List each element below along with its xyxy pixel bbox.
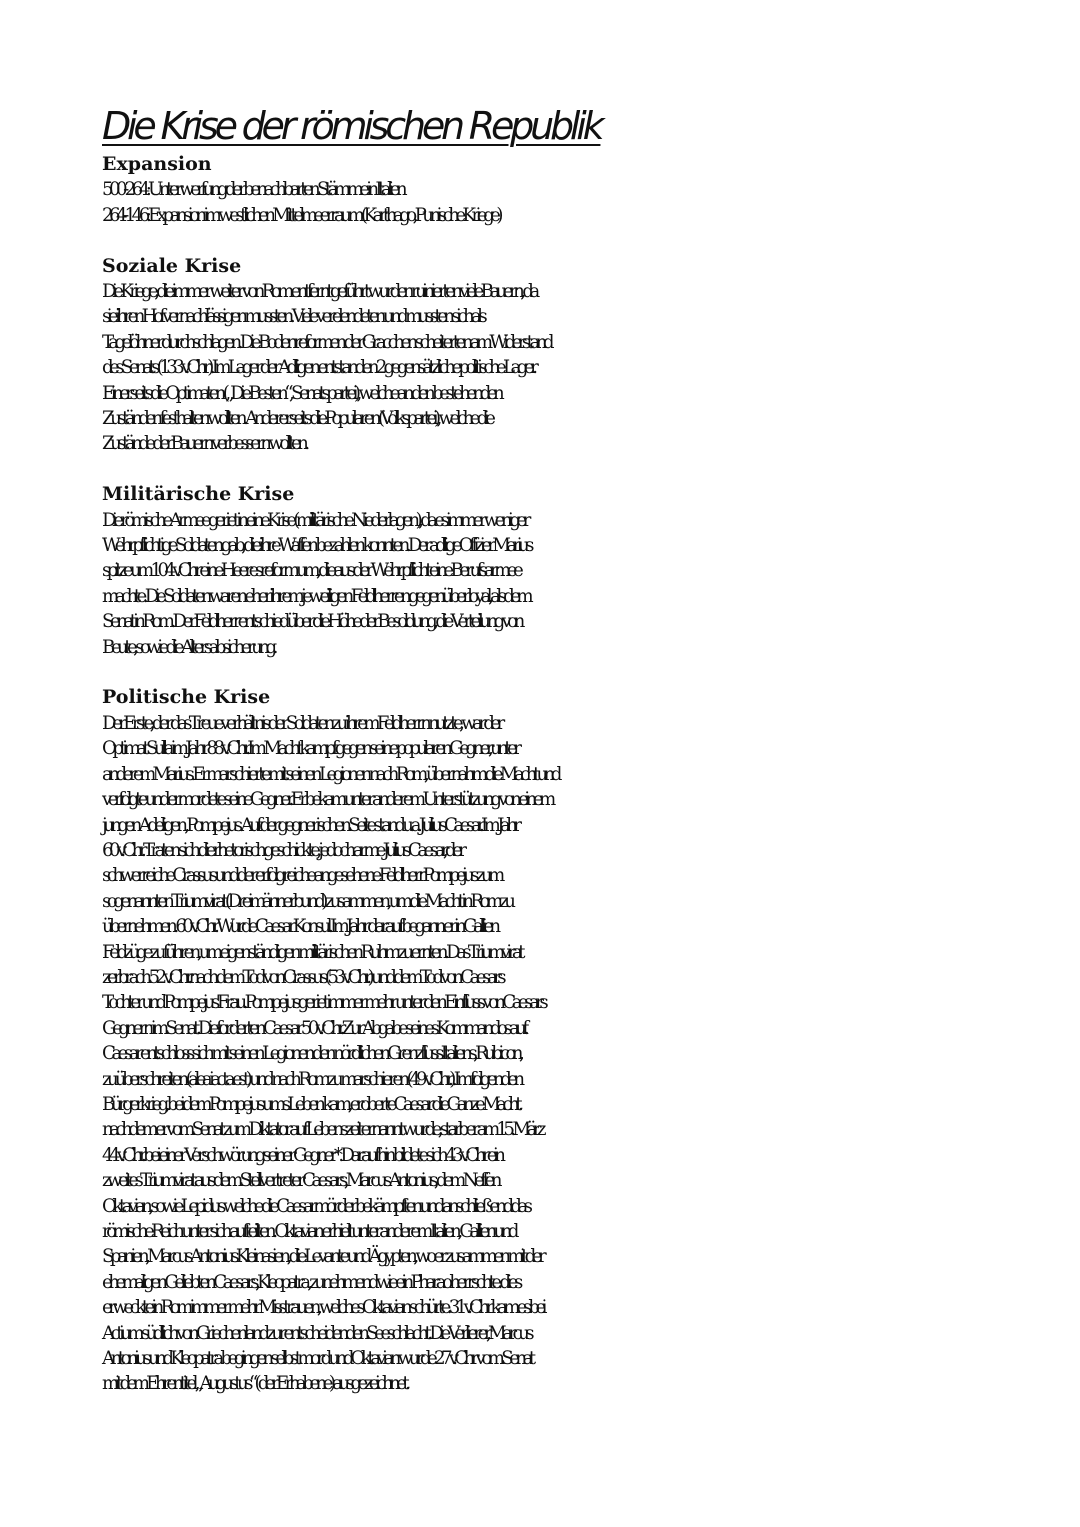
- text-line: 44 v. Chr. bei einer Verschwörung seiner Gegner*. Daraufhin bildete sich 43 v. Chr ein: [102, 1144, 502, 1166]
- text-line: Tochter und Pompejus' Frau. Pompejus geriet immer mehr unter den Einfluss von Caesars: [102, 992, 545, 1014]
- text-line: Zuständen festhalten wollten. Andererseits die Popularen (Volkspartei), welche die: [102, 408, 492, 430]
- text-line: zweites Triumvirat aus dem Stellvertreter Caesars, Marcus Antonius, dem Neffen: [102, 1170, 498, 1192]
- text-line: Spanien, Marcus Antonius Kleinasien, die Levante und Ägypten, wo er zusammen mit der: [102, 1246, 543, 1268]
- text-line: 500-264: Unterwerfung der benachbarten Stämme in Italien: [102, 179, 403, 201]
- text-line: Einerseits die Optimaten („Die Besten“, Senatspartei), welche an den bestehenden: [102, 382, 501, 404]
- text-line: sie ihren Hof vernachlässigen mussten. Viele verelendeten und mussten sich als: [102, 306, 484, 328]
- text-line: übernehmen. 60 v. Chr. Wurde Caesar Konsul. Im Jahr darauf begann er in Gallien: [102, 916, 497, 938]
- section-heading: Militärische Krise: [102, 483, 295, 506]
- section-spacer: [102, 457, 982, 482]
- section-spacer: [102, 660, 982, 685]
- text-line: Tagelöhner durchschlagen. Die Bodenreformen der Gracchen scheiterten am Widerstand: [102, 331, 550, 353]
- text-line: spitze um 104 v. Chr eine Heeresreform um, die aus der Wehrpflicht eine Berufsarmee: [102, 560, 520, 582]
- text-line: verfolgte und ermordete seine Gegner. Er bekam unter anderem Unterstützung von einem: [102, 789, 552, 811]
- section-expansion: [102, 152, 982, 228]
- text-line: zerbrach 52 v. Chr.nach dem Tod von Crassus (53 v. Chr.) und dem Tod von Caesars: [102, 966, 503, 988]
- text-line: Senat in Rom. Der Feldherr entschied über die Höhe der Besoldung, die Verteilung von: [102, 611, 521, 633]
- text-line: anderem Marius. Er marschierte mit seinen Legionen nach Rom, übernahm die Macht und: [102, 763, 558, 785]
- text-line: 264-146: Expansion im westlichen Mittelmeerraum (Karthago, Punische Kriege): [102, 204, 499, 226]
- text-line: Zustände der Bauern verbessern wollten.: [102, 433, 306, 455]
- text-line: Oktavian, sowie Lepidus welche die Caesarmörder bekämpften und anschließend das: [102, 1195, 529, 1217]
- text-line: Optimat Sulla im Jahr 88 v. Chr. Im Machtkampf gegen seine popularen Gegner, unter: [102, 738, 518, 760]
- text-line: 60 v. Chr. Traten sich die rhetorisch geschickte, jedoch arme Julius Caesar, der: [102, 839, 463, 861]
- text-line: schwerreiche Crassus und der erfolgreiche angesehene Feldherr Pompejus zum: [102, 865, 501, 887]
- text-line: mit dem Ehrentitel „Augustus“ ( der Erhabene) ausgezeichnet.: [102, 1373, 407, 1395]
- text-line: nachdem er vom Senat zum Diktator auf Lebenszeit ernannt wurde, starb er am 15. März: [102, 1119, 542, 1141]
- text-line: zu überschreiten (alea iacta est) und nach Rom zu marschieren (49 v. Chr.). Im folgenden: [102, 1068, 521, 1090]
- section-heading: Soziale Krise: [102, 254, 242, 277]
- text-line: Caesar entschloss sich mit seinen Legionen den nördlichen Grenzfluss Italiens, Rubicon,: [102, 1043, 521, 1065]
- text-line: Antonius und Kleopatra begingen selbstmord und Oktavian wurde 27 v. Chr vom Senat: [102, 1348, 532, 1370]
- text-line: Die römische Armee geriet in eine Krise (militärische Niederlagen), da es immer weniger: [102, 509, 527, 531]
- section-militaerische-krise: [102, 482, 982, 660]
- text-line: erweckte in Rom immer mehr Misstrauen, welches Oktavian schürte. 31 v. Chr kam es bei: [102, 1297, 543, 1319]
- text-line: des Senats (133 v. Chr). Im Lager der Adligen entstanden 2 gegensätzliche politische Lager.: [102, 357, 534, 379]
- text-line: machte. Die Soldaten waren eher ihrem jeweiligen Feldherren gegenüber loyal, als dem: [102, 585, 530, 607]
- text-line: jungen Adeligen , Pompejus. Auf der gegnerischen Seite stand u.a. Julius Caesar. Im Jahr: [102, 814, 518, 836]
- text-line: Der Erste, der das Treueverhältnis der Soldaten zu ihrem Feldherrn nutzte, war der: [102, 712, 501, 734]
- text-line: römische Reich unter sich aufteilten. Oktavian erhielt unter anderem Italien, Gallien und: [102, 1221, 515, 1243]
- text-line: Feldzüge zu führen, um eigenständigen militärischen Ruhm zu ernten. Das Triumvirat: [102, 941, 521, 963]
- section-heading: Politische Krise: [102, 686, 271, 709]
- text-line: Gegnern im Senat. Die forderten Caesar 50 v. Chr. Zur Abgabe seines Kommandos auf.: [102, 1017, 526, 1039]
- text-line: sogenannten Triumvirat (Dreimännerbund) zusammen, um die Macht in Rom zu: [102, 890, 512, 912]
- section-spacer: [102, 228, 982, 253]
- text-line: Wehrpflichtige Soldaten gab, die ihre Waffen bezahlen konnten. Der adlige Offizier Marius: [102, 535, 530, 557]
- document-page: [102, 100, 982, 1397]
- section-politische-krise: [102, 685, 982, 1396]
- text-line: Actium südlich von Griechenland zur entscheidenden Seeschlacht. Die Verlierer, Marcus: [102, 1322, 531, 1344]
- text-line: Bürgerkrieg, bei dem Pompejus ums Leben kam, eroberte Caesar die Ganze Macht.: [102, 1093, 520, 1115]
- section-heading: Expansion: [102, 153, 212, 175]
- text-line: Die Kriege, die immer weiter von Rom entfernt geführt wurden ruinierten viele Bauern, da: [102, 281, 536, 303]
- text-line: ehemaligen Geliebten Caesars, Kleopatra , zunehmend wie ein Pharao herrschte. dies: [102, 1271, 519, 1293]
- section-soziale-krise: [102, 254, 982, 457]
- page-title: Die Krise der römischen Republik: [102, 104, 601, 148]
- text-line: Beute, sowie die Altersabsicherung.: [102, 636, 274, 658]
